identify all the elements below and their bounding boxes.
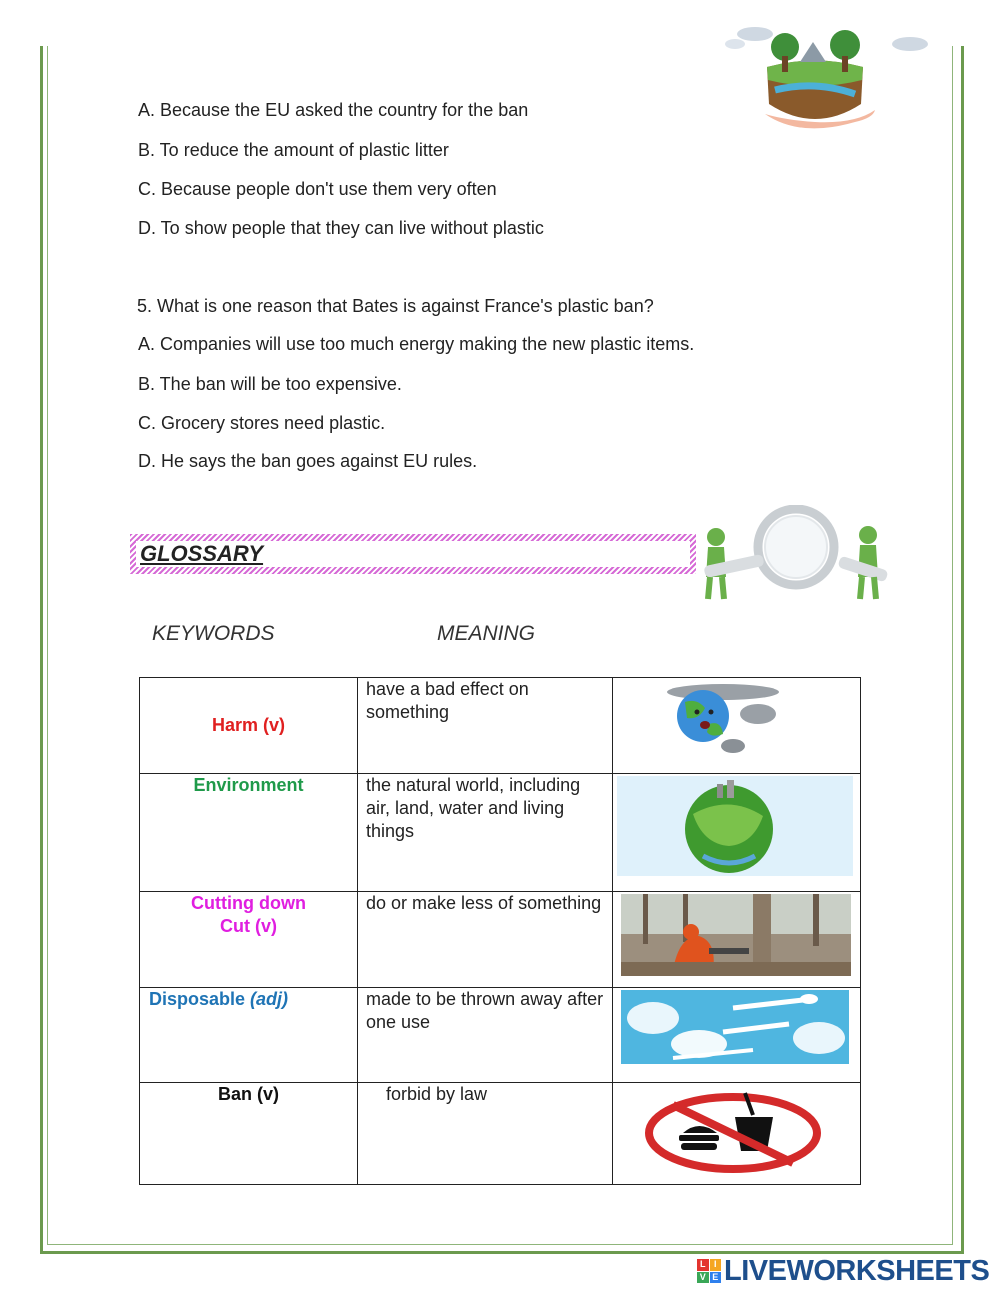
meaning-cutting-down: do or make less of something [358,892,613,988]
table-row [140,774,861,892]
q5-option-b: B. The ban will be too expensive. [138,374,402,394]
keyword-harm: Harm (v) [140,678,358,774]
image-cell [613,1083,861,1185]
keyword-disposable-pos: (adj) [250,989,289,1009]
green-planet-icon [613,774,859,885]
table-row [140,892,861,988]
q4-option-b: B. To reduce the amount of plastic litter [138,140,449,160]
tree-cutting-icon [613,892,859,981]
no-food-sign-icon [613,1083,859,1178]
table-row [140,1083,861,1185]
sick-earth-icon [613,678,859,767]
glossary-title: GLOSSARY [140,541,264,566]
brand-icon-letter: E [710,1272,722,1284]
keyword-cut-line2: Cut (v) [220,916,277,936]
keyword-environment: Environment [140,774,358,892]
brand-icon-letter: V [697,1272,709,1284]
keyword-ban: Ban (v) [140,1083,358,1185]
q5-option-a: A. Companies will use too much energy making the new plastic items. [138,334,695,354]
meaning-disposable: made to be thrown away after one use [358,988,613,1083]
image-cell [613,774,861,892]
keyword-disposable-word: Disposable [149,989,246,1009]
brand-icon-letter: L [697,1259,709,1271]
image-cell [613,892,861,988]
brand-icon [697,1259,721,1283]
q5-option-c: C. Grocery stores need plastic. [138,413,386,433]
brand-name: LIVEWORKSHEETS [724,1254,990,1287]
glossary-table [139,677,861,1185]
brand-icon-letter: I [710,1259,722,1271]
table-row [140,988,861,1083]
q4-option-a: A. Because the EU asked the country for the ban [138,100,529,120]
keyword-disposable [140,988,358,1083]
earth-in-hand-icon [705,12,940,142]
q5-option-d: D. He says the ban goes against EU rules. [138,451,478,471]
column-header-meaning: MEANING [437,622,536,645]
q4-option-c: C. Because people don't use them very often [138,179,497,199]
keyword-cutting-down [140,892,358,988]
column-header-keywords: KEYWORDS [152,622,275,645]
image-cell [613,678,861,774]
table-row [140,678,861,774]
meaning-harm: have a bad effect on something [358,678,613,774]
plastic-cutlery-icon [613,988,859,1076]
keyword-cutting-down-line1: Cutting down [191,893,306,913]
meaning-environment: the natural world, including air, land, water and living things [358,774,613,892]
magnifying-glass-icon [698,505,893,605]
meaning-ban: forbid by law [358,1083,613,1185]
liveworksheets-logo[interactable] [697,1254,989,1288]
q5-question: 5. What is one reason that Bates is against France's plastic ban? [137,296,654,316]
q4-option-d: D. To show people that they can live without plastic [138,218,544,238]
image-cell [613,988,861,1083]
